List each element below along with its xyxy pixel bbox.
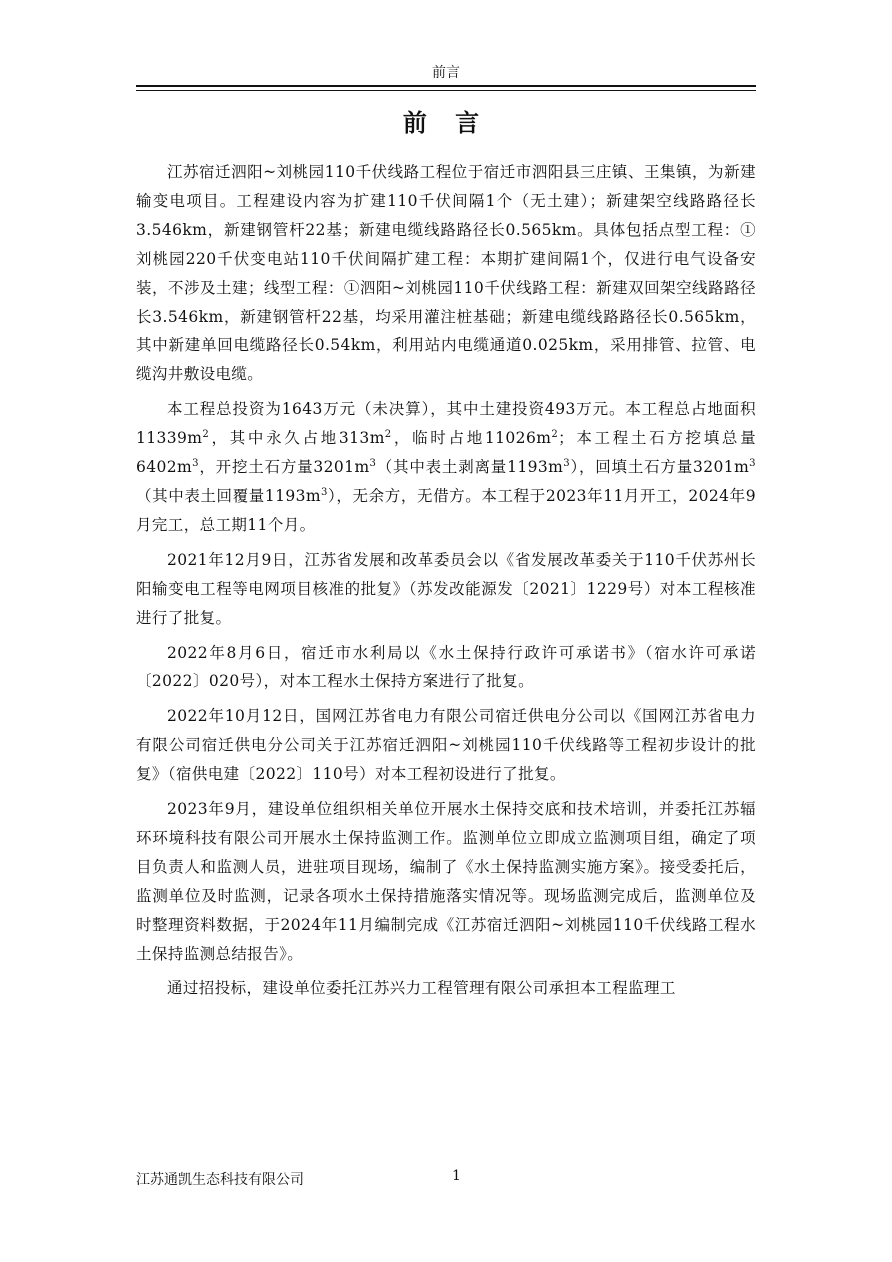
superscript: 3 [192, 457, 199, 469]
paragraph-approval-design: 2022年10月12日，国网江苏省电力有限公司宿迁供电分公司以《国网江苏省电力有限公司宿迁供电分公司关于江苏宿迁泗阳~刘桃园110千伏线路等工程初步设计的批复》（宿供电建〔2022〕110号）对本工程初设进行了批复。 [136, 707, 756, 784]
text-segment: 本工程总投资为1643万元（未决算），其中土建投资493万元。本工程总占地面积11339m [136, 400, 756, 448]
superscript: 3 [749, 457, 756, 469]
header-rule-thick [136, 85, 756, 87]
superscript: 3 [369, 457, 377, 469]
paragraph-supervision: 通过招投标，建设单位委托江苏兴力工程管理有限公司承担本工程监理工 [167, 979, 676, 998]
footer-company: 江苏通凯生态科技有限公司 [136, 1172, 304, 1188]
header-rule-thin [136, 90, 756, 91]
running-header: 前言 [432, 65, 460, 81]
text-segment: （其中表土回覆量1193m [136, 486, 322, 505]
text-segment: ，临时占地11026m [391, 429, 552, 448]
paragraph-approval-water: 2022年8月6日，宿迁市水利局以《水土保持行政许可承诺书》（宿水许可承诺〔2022〕020号），对本工程水土保持方案进行了批复。 [136, 643, 756, 691]
text-segment: ），回填土石方量3201m [570, 458, 750, 477]
paragraph-monitoring: 2023年9月，建设单位组织相关单位开展水土保持交底和技术培训，并委托江苏辐环环境科技有限公司开展水土保持监测工作。监测单位立即成立监测项目组，确定了项目负责人和监测人员，进驻项目现场，编制了《水土保持监测实施方案》。接受委托后，监测单位及时监测，记录各项水土保持措施落实情况等。现场监测完成后，监测单位及时整理资料数据，于2024年11月编制完成《江苏宿迁泗阳~刘桃园110千伏线路工程水土保持监测总结报告》。 [136, 800, 756, 963]
superscript: 3 [321, 486, 328, 498]
text-segment: （其中表土剥离量1193m [376, 458, 564, 477]
text-segment: ，开挖土石方量3201m [198, 458, 370, 477]
text-segment: ；本工程土石方挖填总量6402m [136, 429, 757, 477]
superscript: 2 [202, 429, 210, 440]
text-segment: ），无余方，无借方。本工程于2023年11月开工，2024年9月完工，总工期11个月。 [136, 486, 756, 534]
page-number: 1 [452, 1168, 461, 1184]
superscript: 2 [551, 429, 559, 440]
page-title: 前 言 [402, 108, 490, 137]
paragraph-approval-ndrc: 2021年12月9日，江苏省发展和改革委员会以《省发展改革委关于110千伏苏州长阳输变电工程等电网项目核准的批复》（苏发改能源发〔2021〕1229号）对本工程核准进行了批复。 [136, 550, 756, 627]
body-text [136, 158, 756, 1009]
superscript: 3 [563, 457, 571, 469]
paragraph-project-overview: 江苏宿迁泗阳~刘桃园110千伏线路工程位于宿迁市泗阳县三庄镇、王集镇，为新建输变电项目。工程建设内容为扩建110千伏间隔1个（无土建）；新建架空线路路径长3.546km，新建钢管杆22基；新建电缆线路路径长0.565km。具体包括点型工程：①刘桃园220千伏变电站110千伏间隔扩建工程：本期扩建间隔1个，仅进行电气设备安装，不涉及土建；线型工程：①泗阳~刘桃园110千伏线路工程：新建双回架空线路路径长3.546km，新建钢管杆22基，均采用灌注桩基础；新建电缆线路路径长0.565km，其中新建单回电缆路径长0.54km，利用站内电缆通道0.025km，采用排管、拉管、电缆沟井敷设电缆。 [136, 163, 756, 384]
superscript: 2 [384, 429, 392, 440]
paragraph-investment-land [136, 395, 756, 540]
text-segment: ，其中永久占地313m [209, 429, 385, 448]
